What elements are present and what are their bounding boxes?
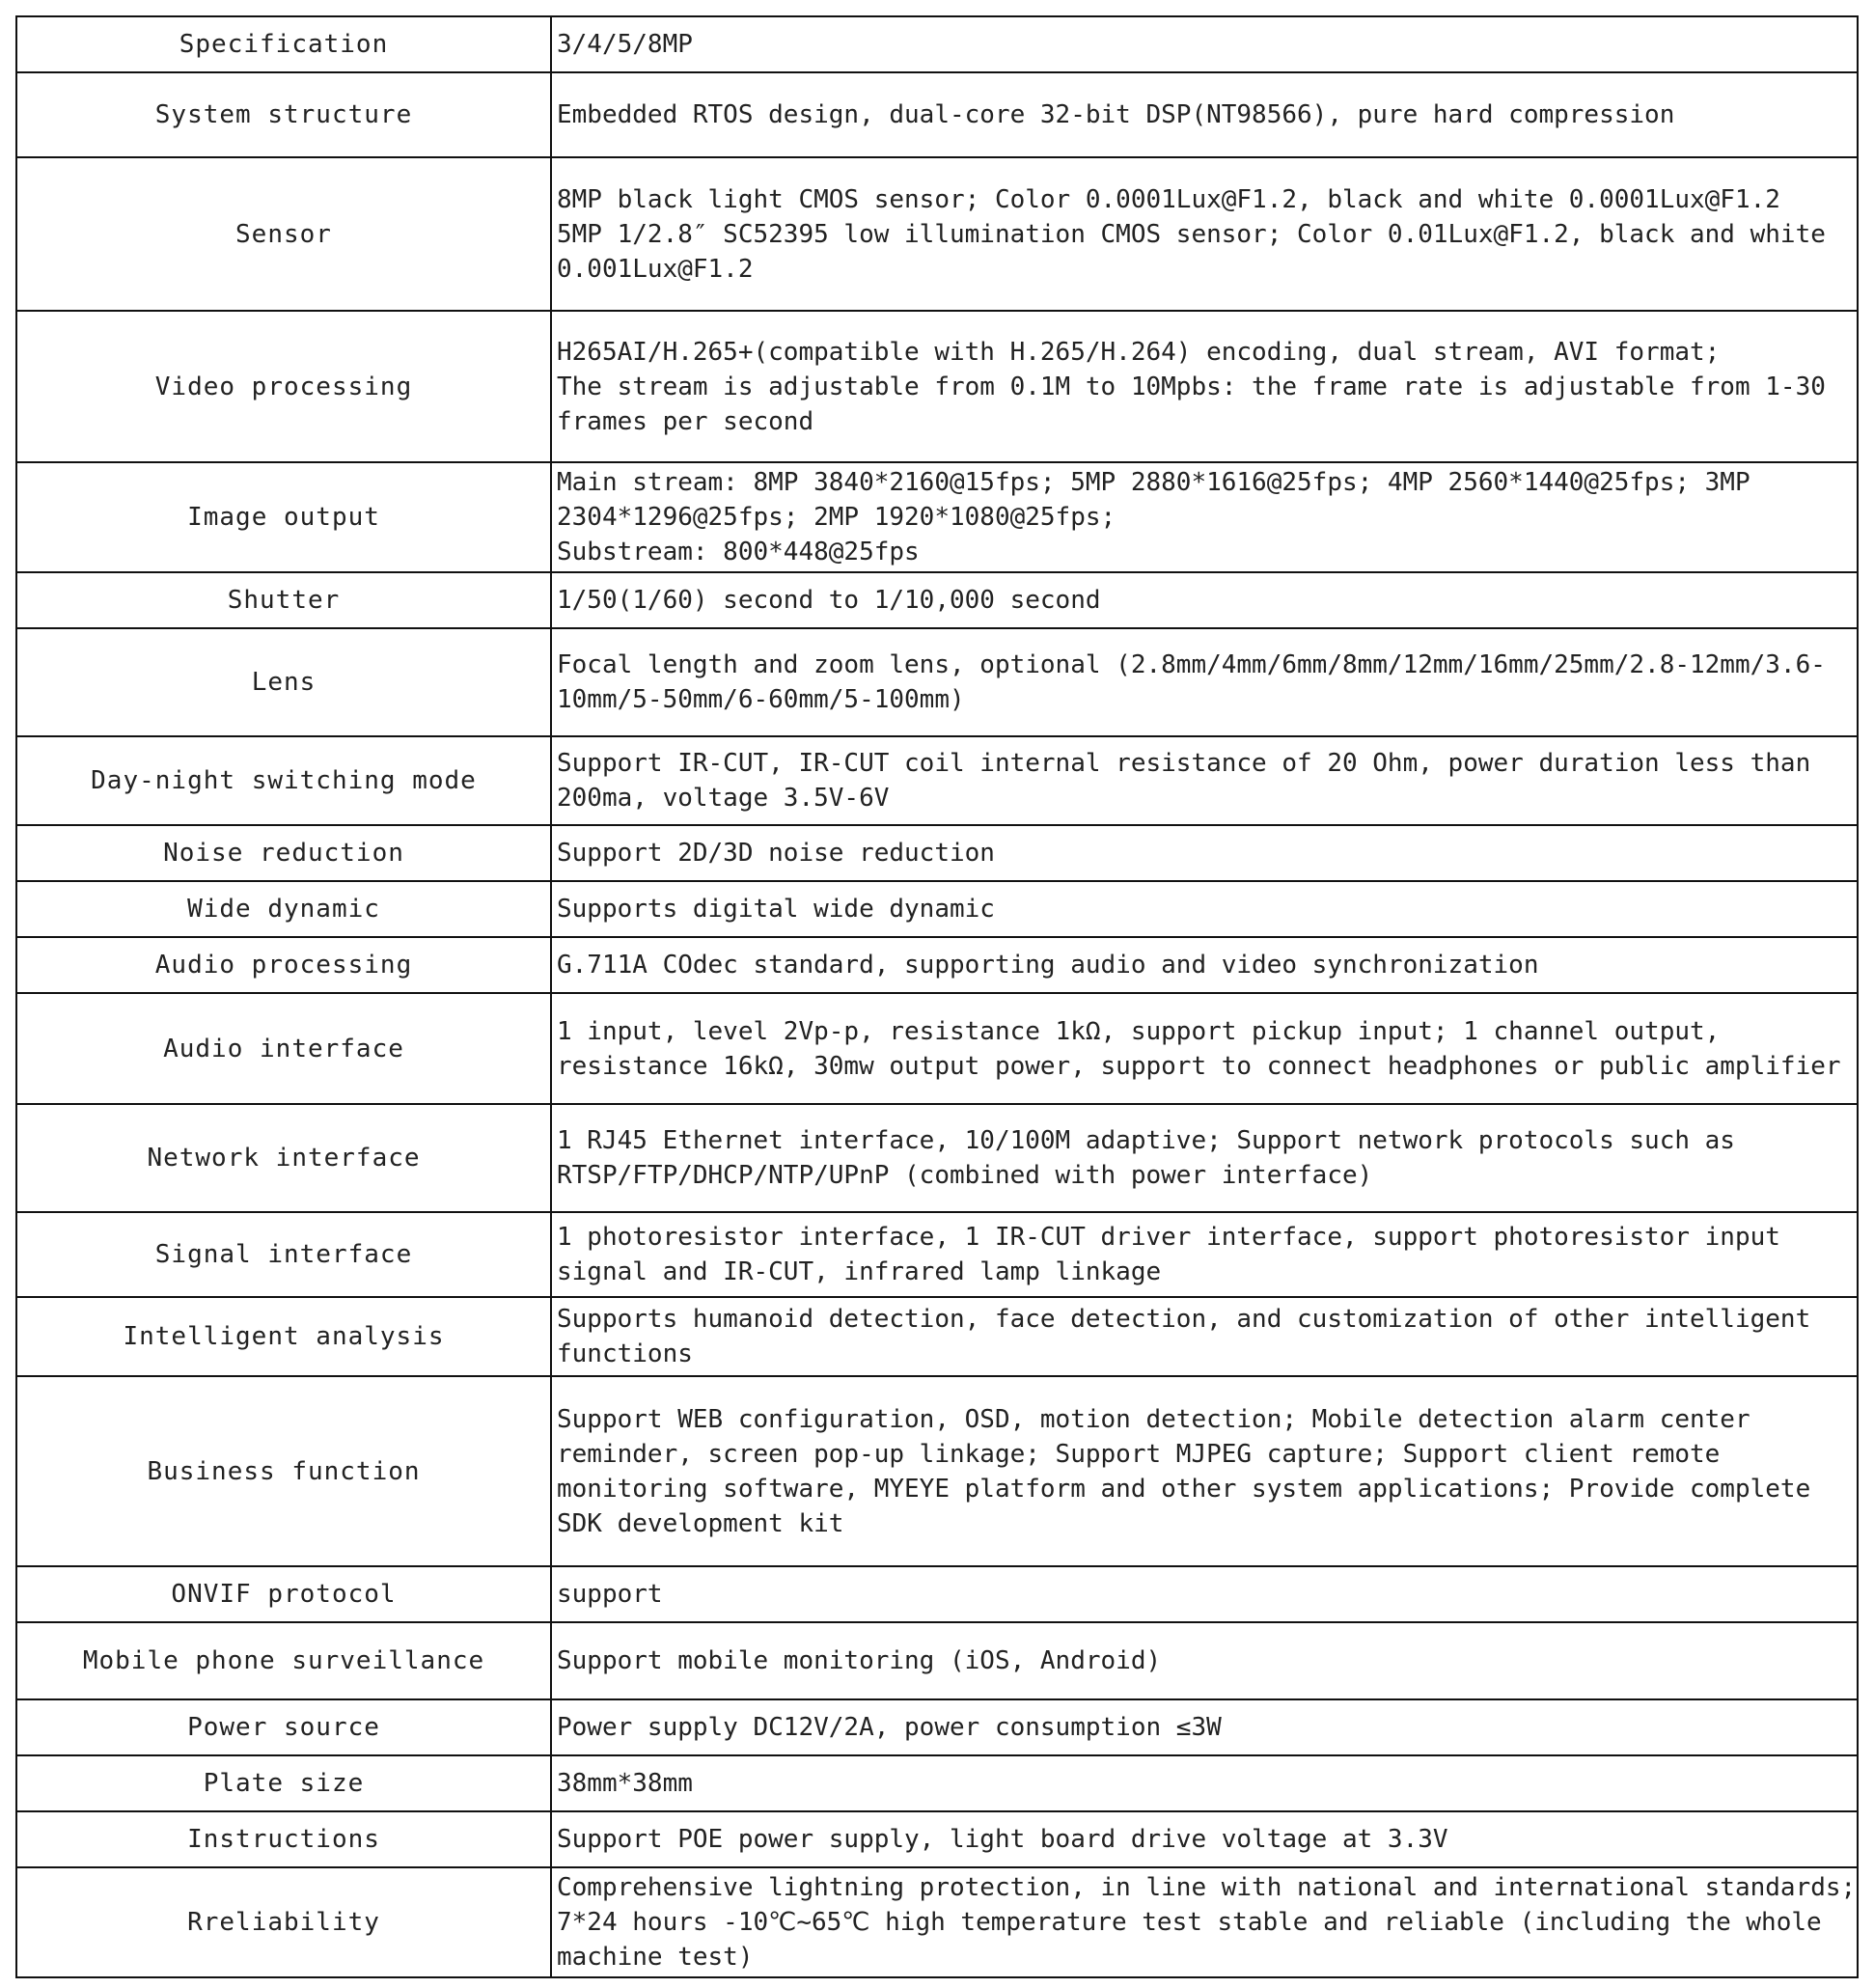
row-value: Main stream: 8MP 3840*2160@15fps; 5MP 2880*1616@25fps; 4MP 2560*1440@25fps; 3MP 2304*1296@25fps; 2MP 1920*1080@25fps; Substream: 800*448@25fps: [551, 462, 1858, 572]
spec-sheet: [15, 15, 1859, 1978]
row-value: 3/4/5/8MP: [551, 16, 1858, 72]
row-value: 1 photoresistor interface, 1 IR-CUT driver interface, support photoresistor input signal and IR-CUT, infrared lamp linkage: [551, 1212, 1858, 1297]
table-row: [16, 1699, 1858, 1755]
row-label: Network interface: [16, 1104, 551, 1212]
row-value: 1 RJ45 Ethernet interface, 10/100M adaptive; Support network protocols such as RTSP/FTP/DHCP/NTP/UPnP (combined with power interface): [551, 1104, 1858, 1212]
table-row: [16, 1622, 1858, 1699]
row-value: Power supply DC12V/2A, power consumption ≤3W: [551, 1699, 1858, 1755]
row-value: support: [551, 1566, 1858, 1622]
row-value: Support IR-CUT, IR-CUT coil internal resistance of 20 Ohm, power duration less than 200ma, voltage 3.5V-6V: [551, 736, 1858, 825]
row-value: Support POE power supply, light board drive voltage at 3.3V: [551, 1811, 1858, 1867]
table-row: [16, 993, 1858, 1104]
table-row: [16, 1376, 1858, 1566]
row-label: Day-night switching mode: [16, 736, 551, 825]
row-value: H265AI/H.265+(compatible with H.265/H.264) encoding, dual stream, AVI format; The stream is adjustable from 0.1M to 10Mpbs: the frame rate is adjustable from 1-30 frames per second: [551, 311, 1858, 462]
row-label: Image output: [16, 462, 551, 572]
row-value: Supports humanoid detection, face detection, and customization of other intelligent functions: [551, 1297, 1858, 1376]
row-label: System structure: [16, 72, 551, 157]
row-value: 8MP black light CMOS sensor; Color 0.0001Lux@F1.2, black and white 0.0001Lux@F1.2 5MP 1/2.8″ SC52395 low illumination CMOS sensor; Color 0.01Lux@F1.2, black and white 0.001Lux@F1.2: [551, 157, 1858, 311]
row-value: 1/50(1/60) second to 1/10,000 second: [551, 572, 1858, 628]
table-row: [16, 1811, 1858, 1867]
table-row: [16, 1755, 1858, 1811]
row-value: Focal length and zoom lens, optional (2.8mm/4mm/6mm/8mm/12mm/16mm/25mm/2.8-12mm/3.6-10mm/5-50mm/6-60mm/5-100mm): [551, 628, 1858, 736]
row-value: G.711A COdec standard, supporting audio and video synchronization: [551, 937, 1858, 993]
row-value: Embedded RTOS design, dual-core 32-bit DSP(NT98566), pure hard compression: [551, 72, 1858, 157]
row-label: Noise reduction: [16, 825, 551, 881]
row-label: Specification: [16, 16, 551, 72]
row-value: Support mobile monitoring (iOS, Android): [551, 1622, 1858, 1699]
spec-table: [15, 15, 1859, 1978]
table-row: [16, 462, 1858, 572]
table-row: [16, 157, 1858, 311]
table-row: [16, 736, 1858, 825]
row-value: 38mm*38mm: [551, 1755, 1858, 1811]
row-label: Intelligent analysis: [16, 1297, 551, 1376]
table-row: [16, 937, 1858, 993]
table-row: [16, 881, 1858, 937]
table-row: [16, 1297, 1858, 1376]
row-label: Video processing: [16, 311, 551, 462]
table-row: [16, 825, 1858, 881]
row-value: Comprehensive lightning protection, in line with national and international standards; 7*24 hours -10℃~65℃ high temperature test stable and reliable (including the whole machine test): [551, 1867, 1858, 1977]
row-label: Signal interface: [16, 1212, 551, 1297]
table-row: [16, 16, 1858, 72]
row-label: Sensor: [16, 157, 551, 311]
table-row: [16, 1566, 1858, 1622]
row-label: Mobile phone surveillance: [16, 1622, 551, 1699]
table-row: [16, 628, 1858, 736]
row-label: Plate size: [16, 1755, 551, 1811]
table-row: [16, 72, 1858, 157]
row-label: Instructions: [16, 1811, 551, 1867]
row-value: 1 input, level 2Vp-p, resistance 1kΩ, support pickup input; 1 channel output, resistance 16kΩ, 30mw output power, support to connect headphones or public amplifier: [551, 993, 1858, 1104]
row-label: Wide dynamic: [16, 881, 551, 937]
row-label: Rreliability: [16, 1867, 551, 1977]
table-row: [16, 1867, 1858, 1977]
row-label: Audio processing: [16, 937, 551, 993]
row-label: Shutter: [16, 572, 551, 628]
row-value: Supports digital wide dynamic: [551, 881, 1858, 937]
row-label: Audio interface: [16, 993, 551, 1104]
row-label: Business function: [16, 1376, 551, 1566]
table-row: [16, 311, 1858, 462]
row-label: Lens: [16, 628, 551, 736]
row-value: Support 2D/3D noise reduction: [551, 825, 1858, 881]
row-label: Power source: [16, 1699, 551, 1755]
row-value: Support WEB configuration, OSD, motion detection; Mobile detection alarm center reminder, screen pop-up linkage; Support MJPEG capture; Support client remote monitoring software, MYEYE platform and other system applications; Provide complete SDK development kit: [551, 1376, 1858, 1566]
table-row: [16, 1104, 1858, 1212]
table-row: [16, 572, 1858, 628]
row-label: ONVIF protocol: [16, 1566, 551, 1622]
table-row: [16, 1212, 1858, 1297]
